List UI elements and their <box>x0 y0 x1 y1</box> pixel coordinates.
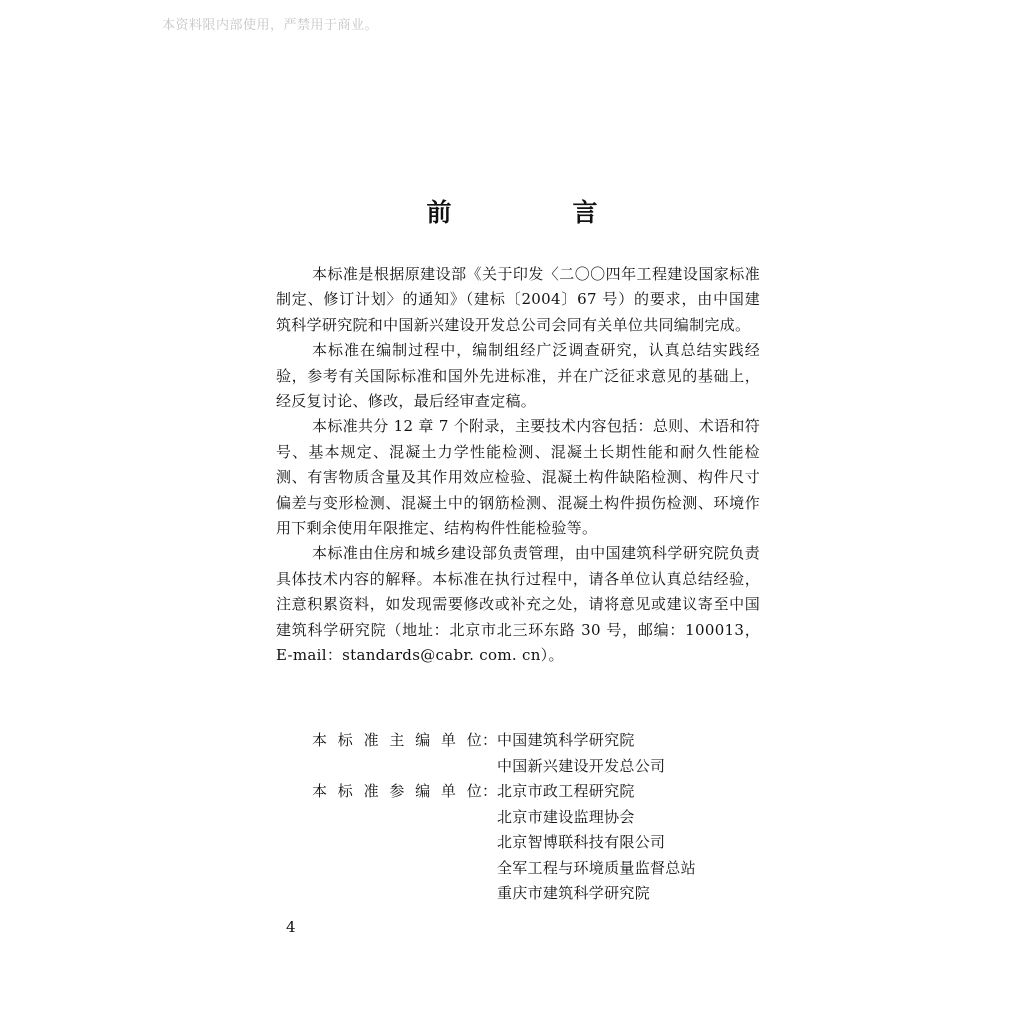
chief-unit-row: 本标准主编单位 ： 中国建筑科学研究院 <box>312 728 696 754</box>
chief-units-label: 本标准主编单位 <box>312 731 482 749</box>
chief-unit-name: 中国新兴建设开发总公司 <box>497 756 666 775</box>
participating-unit-name: 全军工程与环境质量监督总站 <box>497 858 696 877</box>
participating-unit-name: 北京市政工程研究院 <box>497 782 635 800</box>
participating-unit-row <box>312 856 696 882</box>
participating-unit-row <box>312 830 696 856</box>
participating-unit-row: 本标准参编单位 ： 北京市政工程研究院 <box>312 779 696 805</box>
participating-unit-name: 北京智博联科技有限公司 <box>497 833 666 851</box>
paragraph-2: 本标准在编制过程中，编制组经广泛调查研究，认真总结实践经验，参考有关国际标准和国外先进标准，并在广泛征求意见的基础上，经反复讨论、修改，最后经审查定稿。 <box>276 341 760 411</box>
participating-units-label: 本标准参编单位 <box>312 782 482 800</box>
paragraph-4: 本标准由住房和城乡建设部负责管理，由中国建筑科学研究院负责具体技术内容的解释。本标准在执行过程中，请各单位认真总结经验，注意积累资料，如发现需要修改或补充之处，请将意见或建议寄至中国建筑科学研究院（地址：北京市北三环东路 30 号，邮编：100013，E-mail：standards@cabr. com. cn）。 <box>276 544 760 665</box>
units-list <box>312 728 696 907</box>
page-number: 4 <box>286 918 296 936</box>
paragraph-3: 本标准共分 12 章 7 个附录，主要技术内容包括：总则、术语和符号、基本规定、混凝土力学性能检测、混凝土长期性能和耐久性能检测、有害物质含量及其作用效应检验、混凝土构件缺陷检测、构件尺寸偏差与变形检测、混凝土中的钢筋检测、混凝土构件损伤检测、环境作用下剩余使用年限推定、结构构件性能检验等。 <box>276 417 760 538</box>
chief-unit-name: 中国建筑科学研究院 <box>497 731 635 749</box>
paragraph-1: 本标准是根据原建设部《关于印发〈二〇〇四年工程建设国家标准制定、修订计划〉的通知》（建标〔2004〕67 号）的要求，由中国建筑科学研究院和中国新兴建设开发总公司会同有关单位共同编制完成。 <box>276 265 760 334</box>
page-title: 前 言 <box>426 198 646 227</box>
chief-unit-row <box>312 754 696 780</box>
participating-unit-name: 北京市建设监理协会 <box>497 807 635 826</box>
participating-unit-name: 重庆市建筑科学研究院 <box>497 884 651 902</box>
participating-unit-row <box>312 805 696 831</box>
participating-unit-row <box>312 881 696 907</box>
watermark-text: 本资料限内部使用，严禁用于商业。 <box>162 18 379 33</box>
preface-body <box>276 262 760 669</box>
